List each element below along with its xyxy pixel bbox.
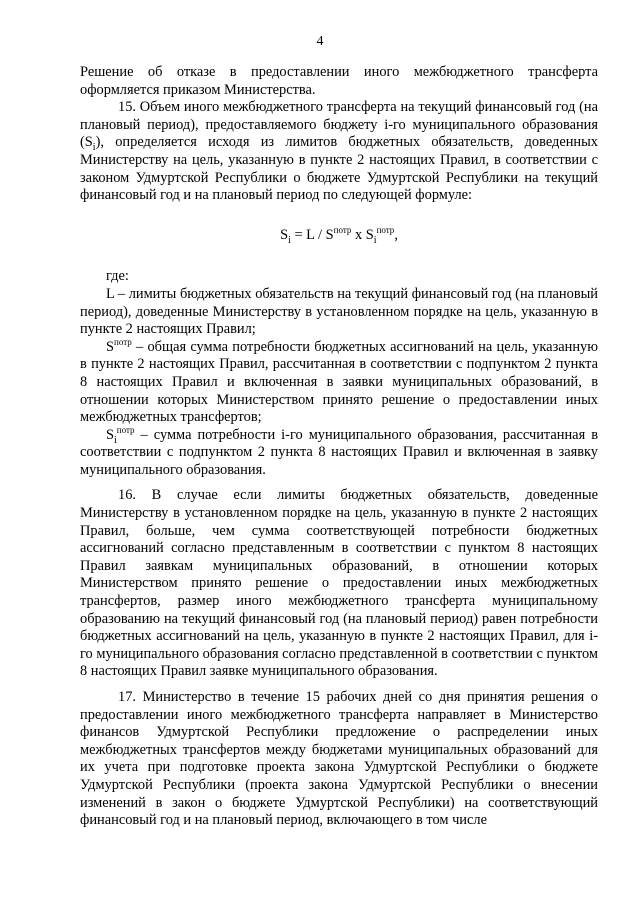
paragraph-15-subscript: i <box>92 142 96 154</box>
definition-si-subscript: i <box>114 434 117 446</box>
formula-x: x S <box>351 226 374 243</box>
paragraph-17: 17. Министерство в течение 15 рабочих дней со дня принятия решения о предоставлении иного межбюджетного трансферта направляет в Министерство финансов Удмуртской Республики предложение о распределении иных межбюджетных трансфертов между бюджетами муниципальных образований для их учета при подготовке проекта закона Удмуртской Республики о бюджете Удмуртской Республики (проекта закона Удмуртской Республики о внесении изменений в закон о бюджете Удмуртской Республики) на соответствующий финансовый год и на плановый период, включающего в том числе <box>80 689 598 829</box>
definition-s-text: – общая сумма потребности бюджетных ассигнований на цель, указанную в пункте 2 настоящих Правил, рассчитанная в соответствии с подпунктом 2 пункта 8 настоящих Правил и включенная в заявки муниципальных образований, в отношении которых Министерством принято решение о предоставлении иных межбюджетных трансфертов; <box>80 338 598 426</box>
document-body <box>80 64 598 830</box>
paragraph-refusal: Решение об отказе в предоставлении иного межбюджетного трансферта оформляется приказом Министерства. <box>80 64 598 98</box>
paragraph-15 <box>80 99 598 205</box>
definition-s-potr <box>80 336 598 427</box>
paragraph-15-part-b: ), определяется исходя из лимитов бюджетных обязательств, доведенных Министерству на цель, указанную в пункте 2 настоящих Правил, в соответствии с законом Удмуртской Республики о бюджете Удмуртской Республики на текущий финансовый год и на плановый период по следующей формуле: <box>80 134 598 204</box>
paragraph-15-part-a: 15. Объем иного межбюджетного трансферта на текущий финансовый год (на плановый период), предоставляемого бюджету i-го муниципального образования (S <box>80 99 598 151</box>
definition-si-potr <box>80 424 598 480</box>
formula-si-superscript: потр <box>376 224 395 235</box>
definition-l: L – лимиты бюджетных обязательств на текущий финансовый год (на плановый период), доведенные Министерству в установленном порядке на цель, указанную в пункте 2 настоящих Правил; <box>80 285 598 338</box>
where-label: где: <box>106 268 129 285</box>
definition-si-symbol: S <box>106 426 115 443</box>
definition-si-superscript: потр <box>116 424 135 435</box>
formula <box>80 224 598 246</box>
definition-s-superscript: потр <box>114 336 132 347</box>
formula-eq: = L / S <box>290 226 334 243</box>
formula-si-subscript: i <box>373 234 377 246</box>
page-number: 4 <box>316 34 324 49</box>
paragraph-16: 16. В случае если лимиты бюджетных обязательств, доведенные Министерству в установленном порядке на цель, указанную в пункте 2 настоящих Правил, больше, чем сумма соответствующей потребности бюджетных ассигнований согласно представленным в соответствии с пунктом 8 настоящих Правил заявкам муниципальных образований, в отношении которых Министерством принято решение о предоставлении иных межбюджетных трансфертов, размер иного межбюджетного трансферта муниципальному образованию на текущий финансовый год (на плановый период) равен потребности бюджетных ассигнований на цель, указанную в пункте 2 настоящих Правил, для i-го муниципального образования согласно представленной в соответствии с пунктом 8 настоящих Правил заявке муниципального образования. <box>80 487 598 680</box>
definition-si-text: – сумма потребности i-го муниципального образования, рассчитанная в соответствии с подпунктом 2 пункта 8 настоящих Правил и включенная в заявку муниципального образования. <box>80 426 598 478</box>
formula-end: , <box>394 226 398 243</box>
formula-s: S <box>280 226 289 243</box>
formula-s-subscript: i <box>288 234 291 246</box>
definition-s-symbol: S <box>106 338 115 355</box>
formula-potr-superscript: потр <box>333 224 352 235</box>
